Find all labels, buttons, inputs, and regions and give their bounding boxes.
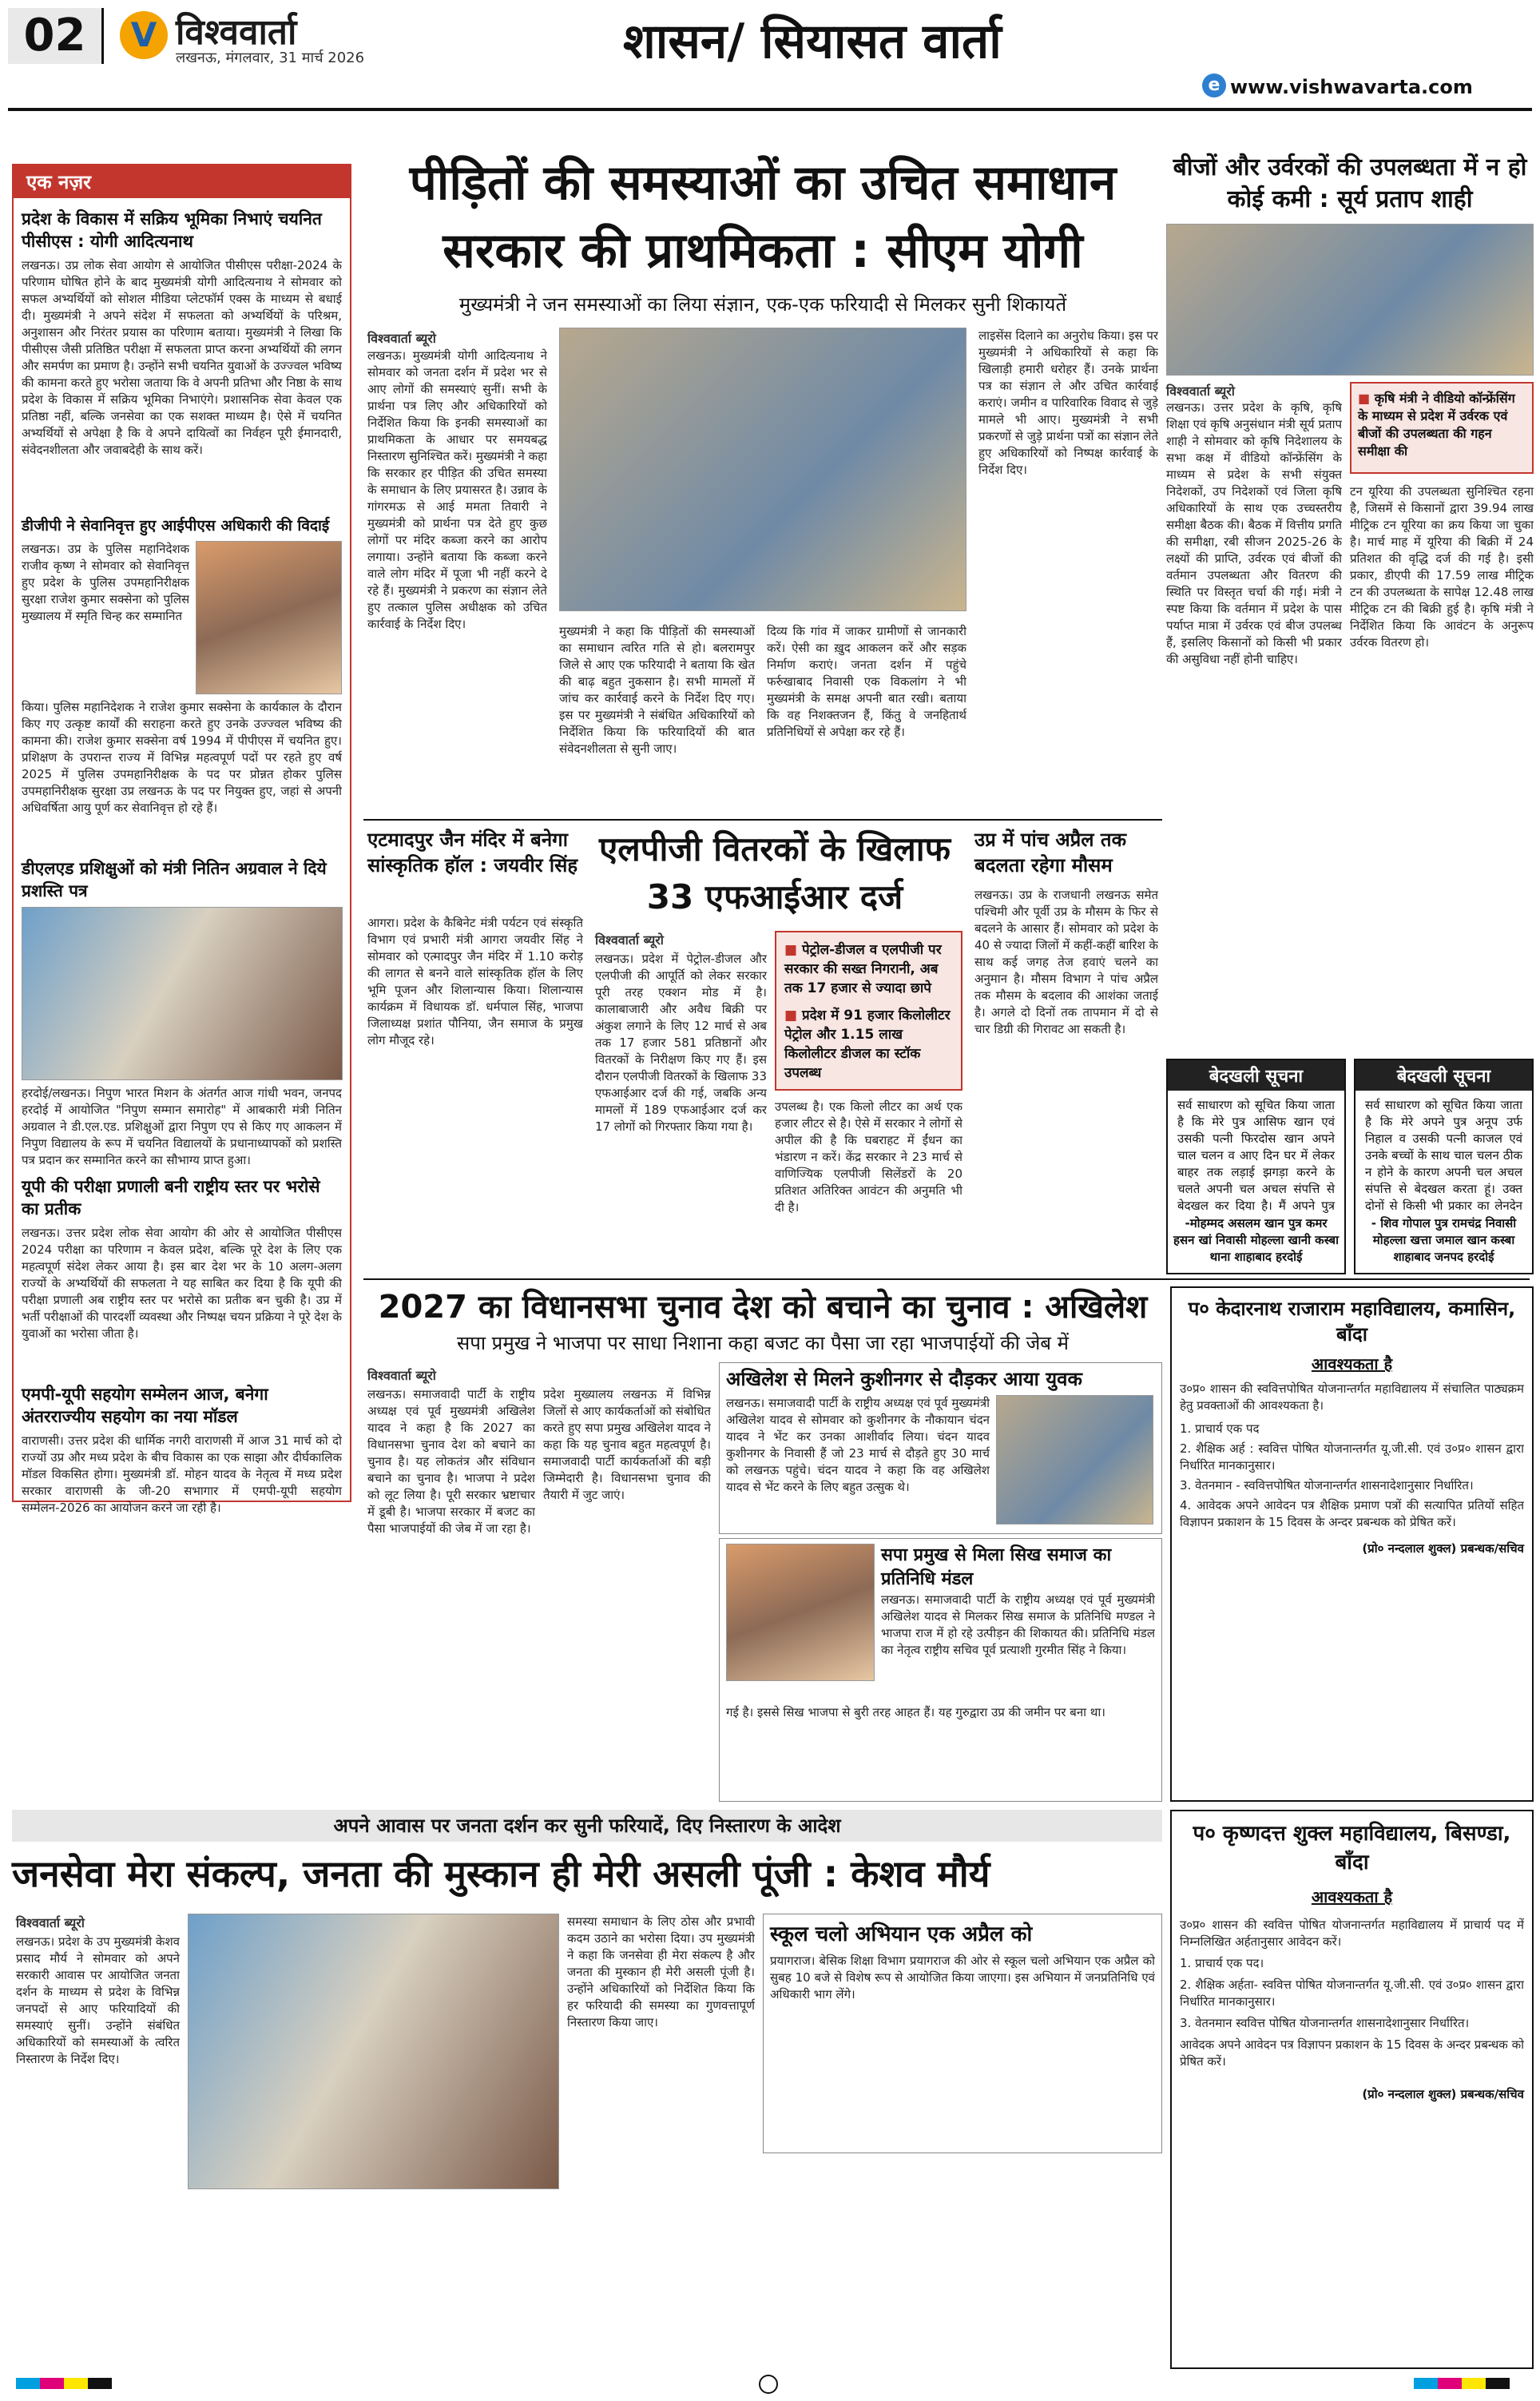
college1-signature: (प्रो० नन्दलाल शुक्ल) प्रबन्धक/सचिव bbox=[1362, 1541, 1524, 1556]
college1-intro: उ०प्र० शासन की स्ववित्तपोषित योजनान्तर्गत महाविद्यालय में संचालित पाठ्यक्रम हेतु प्रवक्ताओं की आवश्यकता है। bbox=[1180, 1381, 1524, 1413]
college2-signature: (प्रो० नन्दलाल शुक्ल) प्रबन्धक/सचिव bbox=[1362, 2087, 1524, 2101]
story3-body: हरदोई/लखनऊ। निपुण भारत मिशन के अंतर्गत आज गांधी भवन, जनपद हरदोई में आयोजित "निपुण सम्मान समारोह" में आबकारी मंत्री नितिन अग्रवाल ने डी.एल.एड. प्रशिक्षुओं द्वारा निपुण एप से किए गए आकलन में निपुण विद्यालय के रूप में चयनित विद्यालयों के प्रधानाध्यापकों को प्रशस्ति पत्र प्रदान कर सम्मानित करने का सौभाग्य प्राप्त हुआ। bbox=[22, 1086, 342, 1167]
section-tag: एक नज़र bbox=[14, 165, 350, 198]
story2-body: किया। पुलिस महानिदेशक ने राजेश कुमार सक्सेना के कार्यकाल के दौरान किए गए उत्कृष्ट कार्यों की सराहना करते हुए उनके उज्ज्वल भविष्य की कामना की। राजेश कुमार सक्सेना वर्ष 1994 में पीपीएस में चयनित हुए। प्रशिक्षण के उपरान्त राज्य में विभिन्न महत्वपूर्ण पदों पर रहते हुए वर्ष 2025 में पुलिस उपमहानिरीक्षक के पद पर प्रोन्नत होकर पुलिस उपमहानिरीक्षक सुरक्षा उप्र लखनऊ के पद पर नियुक्त हुए, जहां से अपनी अधिवर्षिता आयु पूर्ण कर सेवानिवृत्त हो रहे हैं। bbox=[22, 700, 342, 815]
lead-col1: लखनऊ। मुख्यमंत्री योगी आदित्यनाथ ने सोमवार को जनता दर्शन में प्रदेश भर से आए लोगों की समस्याएं सुनीं। सभी के प्रार्थना पत्र लिए और अधिकारियों को निर्देशित किया कि इनकी समस्याओं का प्राथमिकता के आधार पर समयबद्ध निस्तारण सुनिश्चित करें। मुख्यमंत्री ने कहा कि सरकार हर पीड़ित की उचित समस्या के समाधान के लिए प्रयासरत है। उन्नाव के गांगरमऊ से आई ममता तिवारी ने मुख्यमंत्री को प्रार्थना पत्र देते हुए कुछ लोगों पर मंदिर कब्जा करने का आरोप लगाया। उन्होंने बताया कि कब्जा करने वाले लोग मंदिर में पूजा भी नहीं करने दे रहे हैं। मुख्यमंत्री ने प्रकरण का संज्ञान लेते हुए तत्काल पुलिस अधीक्षक को उचित कार्रवाई के निर्देश दिए। bbox=[367, 348, 547, 631]
left-column bbox=[12, 164, 351, 1515]
jain-headline: एटमादपुर जैन मंदिर में बनेगा सांस्कृतिक हॉल : जयवीर सिंह bbox=[367, 829, 578, 877]
notice1-signature: -मोहम्मद असलम खान पुत्र कमर हसन खां निवासी मोहल्ला खानी कस्बा थाना शाहाबाद हरदोई bbox=[1173, 1216, 1339, 1264]
akhilesh-body: लखनऊ। समाजवादी पार्टी के राष्ट्रीय अध्यक्ष एवं पूर्व मुख्यमंत्री अखिलेश यादव ने कहा है कि 2027 का विधानसभा चुनाव देश को बचाने का चुनाव है। यह लोकतंत्र और संविधान बचाने का चुनाव है। भाजपा ने प्रदेश को लूट लिया है। पूरी सरकार भ्रष्टाचार में डूबी है। भाजपा सरकार में बजट का पैसा भाजपाईयों की जेब में जा रहा है। bbox=[367, 1387, 535, 1536]
agri-byline: विश्ववार्ता ब्यूरो bbox=[1166, 384, 1235, 399]
page-number: 02 bbox=[8, 8, 104, 64]
college2-item-1: उ०प्र० शासन की स्ववित्त पोषित योजनान्तर्गत महाविद्यालय में प्राचार्य पद में निम्नलिखित अर्हतानुसार आवेदन करें। bbox=[1180, 1918, 1524, 1949]
school-box bbox=[763, 1914, 1162, 2153]
story1-headline: प्रदेश के विकास में सक्रिय भूमिका निभाएं चयनित पीसीएस : योगी आदित्यनाथ bbox=[22, 209, 322, 251]
eviction-notice-1 bbox=[1166, 1059, 1346, 1274]
lead-col2: मुख्यमंत्री ने कहा कि पीड़ितों की समस्याओं का समाधान त्वरित गति से हो। बलरामपुर जिले से आए एक फरियादी ने बताया कि खेत की बाढ़ बहुत नुकसान है। सभी मामलों में जांच कर कार्रवाई करने के निर्देश दिए गए। इस पर मुख्यमंत्री ने संबंधित अधिकारियों को निर्देशित किया कि फरियादियों की बात संवेदनशीलता से सुनी जाए। bbox=[559, 624, 755, 756]
lead-headline-line1: पीड़ितों की समस्याओं का उचित समाधान bbox=[409, 155, 1117, 211]
header-rule bbox=[8, 108, 1532, 111]
dateline: लखनऊ, मंगलवार, 31 मार्च 2026 bbox=[176, 50, 365, 66]
website-link[interactable]: www.vishwavarta.com bbox=[1230, 76, 1473, 98]
story1-body: लखनऊ। उप्र लोक सेवा आयोग से आयोजित पीसीएस परीक्षा-2024 के परिणाम घोषित होने के बाद मुख्यमंत्री योगी आदित्यनाथ ने सोमवार को सफल अभ्यर्थियों को सोशल मीडिया प्लेटफॉर्म एक्स के माध्यम से बधाई दी। मुख्यमंत्री ने अपने संदेश में सफलता को अभ्यर्थियों के परिश्रम, अनुशासन और निरंतर प्रयास का परिणाम बताया। मुख्यमंत्री ने लिखा कि पीसीएस जैसी प्रतिष्ठित परीक्षा में सफलता प्राप्त करना अभ्यर्थियों की लगन और समर्पण का प्रमाण है। उन्होंने सभी चयनित युवाओं के उज्ज्वल भविष्य की कामना करते हुए भरोसा जताया कि वे अपनी प्रतिभा और निष्ठा के साथ प्रदेश के विकास में सक्रिय भूमिका निभाएंगे। प्रशासनिक सेवा केवल एक प्रतिष्ठा नहीं, बल्कि जनसेवा का एक सशक्त माध्यम है। ऐसे में चयनित अभ्यर्थियों से अपेक्षा है कि वे अपने दायित्वों का निर्वहन पूरी ईमानदारी, संवेदनशीलता और जवाबदेही के साथ करें। bbox=[22, 258, 342, 457]
jain-body: आगरा। प्रदेश के कैबिनेट मंत्री पर्यटन एवं संस्कृति विभाग एवं प्रभारी मंत्री आगरा जयवीर सिंह ने सोमवार को एत्मादपुर जैन मंदिर में 1.10 करोड़ की लागत से बनने वाले सांस्कृतिक हॉल के लिए भूमि पूजन और शिलान्यास किया। शिलान्यास कार्यक्रम में विधायक डॉ. धर्मपाल सिंह, भाजपा जिलाध्यक्ष प्रशांत पौनिया, जैन समाज के प्रमुख लोग मौजूद रहे। bbox=[367, 916, 583, 1047]
lead-subhead: मुख्यमंत्री ने जन समस्याओं का लिया संज्ञान, एक-एक फरियादी से मिलकर सुनी शिकायतें bbox=[458, 293, 1067, 316]
kushinagar-headline: अखिलेश से मिलने कुशीनगर से दौड़कर आया युवक bbox=[726, 1368, 1082, 1390]
agri-body-2: टन यूरिया की उपलब्धता सुनिश्चित रहना है, जिसमें से किसानों द्वारा 39.94 लाख मीट्रिक टन यूरिया का क्रय किया जा चुका है। मार्च माह में यूरिया की बिक्री में 24 प्रतिशत की वृद्धि दर्ज की गई है। इसी प्रकार, डीएपी की 17.59 लाख मीट्रिक टन की उपलब्धता के सापेक्ष 12.48 लाख मीट्रिक टन की बिक्री हुई है। कृषि मंत्री ने निर्देशित किया कि आवंटन के अनुरूप उर्वरक वितरण हो। bbox=[1350, 484, 1534, 650]
agri-body: लखनऊ। उत्तर प्रदेश के कृषि, कृषि शिक्षा एवं कृषि अनुसंधान मंत्री सूर्य प्रताप शाही ने सोमवार को कृषि निदेशालय के सभा कक्ष में वीडियो कॉन्फ्रेंसिंग के माध्यम से प्रदेश के सभी संयुक्त निदेशकों, उप निदेशकों एवं जिला कृषि अधिकारियों के साथ एक उच्चस्तरीय समीक्षा बैठक की। बैठक में वित्तीय प्रगति की समीक्षा, रबी सीजन 2025-26 के लक्ष्यों की प्राप्ति, उर्वरक एवं बीजों की वर्तमान उपलब्धता और वितरण की स्थिति पर विस्तृत चर्चा की गई। मंत्री ने स्पष्ट किया कि वर्तमान में प्रदेश के पास पर्याप्त मात्रा में उर्वरक एवं बीज उपलब्ध हैं, इसलिए किसानों को किसी भी प्रकार की असुविधा नहीं होनी चाहिए। bbox=[1166, 400, 1342, 666]
sikh-box bbox=[719, 1538, 1162, 1802]
agri-headline: बीजों और उर्वरकों की उपलब्धता में न हो कोई कमी : सूर्य प्रताप शाही bbox=[1173, 153, 1527, 213]
school-headline: स्कूल चलो अभियान एक अप्रैल को bbox=[770, 1922, 1033, 1946]
akhilesh-subhead: सपा प्रमुख ने भाजपा पर साधा निशाना कहा बजट का पैसा जा रहा भाजपाईयों की जेब में bbox=[456, 1332, 1069, 1354]
logo-icon: V bbox=[120, 11, 168, 59]
college1-item-3: 3. वेतनमान - स्ववित्तपोषित योजनान्तर्गत शासनादेशानुसार निर्धारित। bbox=[1180, 1478, 1474, 1493]
story2-caption: लखनऊ। उप्र के पुलिस महानिदेशक राजीव कृष्ण ने सोमवार को सेवानिवृत्त हुए प्रदेश के पुलिस उपमहानिरीक्षक सुरक्षा राजेश कुमार सक्सेना को पुलिस मुख्यालय में स्मृति चिन्ह कर सम्मानित bbox=[22, 542, 190, 623]
story3-photo bbox=[22, 907, 343, 1080]
keshav-col2: समस्या समाधान के लिए ठोस और प्रभावी कदम उठाने का भरोसा दिया। उप मुख्यमंत्री ने कहा कि जनसेवा ही मेरा संकल्प है और जनता की मुस्कान ही मेरी असली पूंजी है। उन्होंने अधिकारियों को निर्देशित किया कि हर फरियादी की समस्या का गुणवत्तापूर्ण निस्तारण किया जाए। bbox=[567, 1914, 755, 2029]
masthead-brand: विश्ववार्ता bbox=[176, 12, 297, 53]
banner-kicker: अपने आवास पर जनता दर्शन कर सुनी फरियादें, दिए निस्तारण के आदेश bbox=[12, 1810, 1162, 1842]
akhilesh-byline: विश्ववार्ता ब्यूरो bbox=[367, 1368, 436, 1383]
story5-headline: एमपी-यूपी सहयोग सम्मेलन आज, बनेगा अंतरराज्यीय सहयोग का नया मॉडल bbox=[22, 1385, 268, 1426]
lpg-body: लखनऊ। प्रदेश में पेट्रोल-डीजल और एलपीजी की आपूर्ति को लेकर सरकार पूरी तरह एक्शन मोड में है। कालाबाजारी और अवैध बिक्री पर अंकुश लगाने के लिए 12 मार्च से अब तक 17 हजार 581 प्रतिष्ठानों और वितरकों के निरीक्षण किए गए हैं। इस दौरान एलपीजी वितरकों के खिलाफ 33 एफआईआर दर्ज की गई, जबकि अन्य मामलों में 189 एफआईआर दर्ज कर 17 लोगों को गिरफ्तार किया गया है। bbox=[595, 952, 767, 1134]
lpg-byline: विश्ववार्ता ब्यूरो bbox=[595, 932, 664, 948]
agri-photo bbox=[1166, 224, 1534, 376]
keshav-body: लखनऊ। प्रदेश के उप मुख्यमंत्री केशव प्रसाद मौर्य ने सोमवार को अपने सरकारी आवास पर आयोजित जनता दर्शन के माध्यम से प्रदेश के विभिन्न जनपदों से आए फरियादियों की समस्याएं सुनीं। उन्होंने संबंधित अधिकारियों को समस्याओं के त्वरित निस्तारण के निर्देश दिए। bbox=[16, 1934, 180, 2066]
college2-subtitle: आवश्यकता है bbox=[1311, 1887, 1393, 1906]
keshav-byline: विश्ववार्ता ब्यूरो bbox=[16, 1915, 85, 1930]
kushinagar-photo bbox=[996, 1395, 1153, 1524]
college1-subtitle: आवश्यकता है bbox=[1311, 1354, 1393, 1373]
story3-headline: डीएलएड प्रशिक्षुओं को मंत्री नितिन अग्रवाल ने दिये प्रशस्ति पत्र bbox=[22, 859, 327, 900]
college2-item-5: आवेदक अपने आवेदन पत्र विज्ञापन प्रकाशन के 15 दिवस के अन्दर प्रबन्धक को प्रेषित करें। bbox=[1180, 2037, 1524, 2069]
lpg-body-2: उपलब्ध है। एक किलो लीटर का अर्थ एक हजार लीटर से है। ऐसे में सरकार ने लोगों से अपील की है कि घबराहट में ईंधन का भंडारण न करें। केंद्र सरकार ने 23 मार्च से वाणिज्यिक एलपीजी सिलेंडरों के 20 प्रतिशत अतिरिक्त आवंटन की अनुमति भी दी है। bbox=[775, 1099, 963, 1214]
lead-col4: लाइसेंस दिलाने का अनुरोध किया। इस पर मुख्यमंत्री ने अधिकारियों से कहा कि खिलाड़ी हमारी धरोहर हैं। उनके प्रार्थना पत्र का संज्ञान ले और उचित कार्रवाई कराएं। जमीन व पारिवारिक विवाद से जुड़े मामले भी आए। मुख्यमंत्री ने सभी प्रकरणों से जुड़े प्रार्थना पत्रों का संज्ञान लेते हुए अधिकारियों को निष्पक्ष कार्रवाई के निर्देश दिए। bbox=[978, 328, 1158, 477]
lpg-bullet-2: ■ प्रदेश में 91 हजार किलोलीटर पेट्रोल और 1.15 लाख किलोलीटर डीजल का स्टॉक उपलब्ध bbox=[784, 1006, 953, 1083]
story4-body: लखनऊ। उत्तर प्रदेश लोक सेवा आयोग की ओर से आयोजित पीसीएस 2024 परीक्षा का परिणाम न केवल प्रदेश, बल्कि पूरे देश के लिए एक महत्वपूर्ण संदेश लेकर आया है। इस बार देश भर के 10 अलग-अलग राज्यों के अभ्यर्थियों की सफलता ने यह साबित कर दिया है कि यूपी की परीक्षा प्रणाली अब राष्ट्रीय स्तर पर भरोसे का प्रतीक बन चुकी है। उप्र में भर्ती परीक्षाओं की पारदर्शी व्यवस्था और निष्पक्ष चयन प्रक्रिया ने पूरे देश के युवाओं का भरोसा जीता है। bbox=[22, 1226, 342, 1341]
college2-title: प० कृष्णदत्त शुक्ल महाविद्यालय, बिसण्डा, बाँदा bbox=[1193, 1822, 1511, 1874]
keshav-photo bbox=[188, 1914, 559, 2189]
college2-item-3: 2. शैक्षिक अर्हता- स्ववित्त पोषित योजनान्तर्गत यू.जी.सी. एवं उ०प्र० शासन द्वारा निर्धारित मानकानुसार। bbox=[1180, 1978, 1524, 2009]
sikh-caption: गई है। इससे सिख भाजपा से बुरी तरह आहत हैं। यह गुरुद्वारा उप्र की जमीन पर बना था। bbox=[726, 1705, 1105, 1719]
agri-highlight bbox=[1350, 382, 1534, 474]
lead-divider bbox=[363, 819, 1162, 821]
notice2-title: बेदखली सूचना bbox=[1355, 1060, 1532, 1091]
lead-byline: विश्ववार्ता ब्यूरो bbox=[367, 331, 436, 346]
story5-body: वाराणसी। उत्तर प्रदेश की धार्मिक नगरी वाराणसी में आज 31 मार्च को दो राज्यों उप्र और मध्य प्रदेश के बीच विकास का एक साझा और दीर्घकालिक मॉडल विकसित होगा। मुख्यमंत्री डॉ. मोहन यादव के नेतृत्व में मध्य प्रदेश सरकार वाराणसी के जी-20 सभागार में एमपी-यूपी सहयोग सम्मेलन-2026 का आयोजन करने जा रही है। bbox=[22, 1433, 342, 1515]
notice1-body: सर्व साधारण को सूचित किया जाता है कि मेरे पुत्र आसिफ खान एवं उसकी पत्नी फिरदोस खान अपने चाल चलन व आए दिन घर में लेकर बाहर तक लड़ाई झगड़ा करने के चलते अपनी चल अचल संपत्ति से बेदखल कर दिया है। मैं अपने पुत्र bbox=[1177, 1098, 1335, 1213]
sikh-headline: सपा प्रमुख से मिला सिख समाज का प्रतिनिधि मंडल bbox=[880, 1545, 1112, 1589]
akhilesh-headline: 2027 का विधानसभा चुनाव देश को बचाने का चुनाव : अखिलेश bbox=[378, 1289, 1148, 1326]
college1-item-2: 2. शैक्षिक अर्ह : स्ववित्त पोषित योजनान्तर्गत यू.जी.सी. एवं उ०प्र० शासन द्वारा निर्धारित मानकानुसार। bbox=[1180, 1441, 1524, 1473]
notice2-signature: - शिव गोपाल पुत्र रामचंद्र निवासी मोहल्ला खत्ता जमाल खान कस्बा शाहाबाद जनपद हरदोई bbox=[1371, 1216, 1517, 1264]
lead-photo bbox=[559, 328, 966, 611]
notice1-title: बेदखली सूचना bbox=[1168, 1060, 1344, 1091]
lead-headline-line2: सरकार की प्राथमिकता : सीएम योगी bbox=[443, 223, 1083, 279]
lpg-headline-line1: एलपीजी वितरकों के खिलाफ bbox=[598, 829, 951, 869]
kushinagar-body: लखनऊ। समाजवादी पार्टी के राष्ट्रीय अध्यक्ष एवं पूर्व मुख्यमंत्री अखिलेश यादव से सोमवार को कुशीनगर के नौकायान चंदन यादव ने भेंट कर उनका आशीर्वाद लिया। चंदन यादव कुशीनगर के निवासी हैं जो 23 मार्च से दौड़ते हुए 30 मार्च को लखनऊ पहुंचे। चंदन यादव ने कहा कि वह अखिलेश यादव से भेंट करने के लिए बहुत उत्सुक थे। bbox=[726, 1396, 990, 1494]
college-notice-2 bbox=[1170, 1810, 1534, 2369]
mid-divider bbox=[363, 1278, 1530, 1280]
eviction-notice-2 bbox=[1354, 1059, 1534, 1274]
college2-item-2: 1. प्राचार्य एक पद। bbox=[1180, 1956, 1264, 1970]
lpg-highlights bbox=[775, 931, 963, 1091]
color-bar-left bbox=[16, 2377, 112, 2392]
registration-mark-icon bbox=[759, 2375, 778, 2394]
lead-col3: दिव्य कि गांव में जाकर ग्रामीणों से जानकारी करें। ऐसी का ख़ुद आकलन करें और सड़क निर्माण कराएं। जनता दर्शन में पहुंचे फर्रुखाबाद निवासी एक विकलांग ने भी मुख्यमंत्री के समक्ष अपनी बात रखी। बताया कि वह निशक्तजन हैं, किंतु वे जनहितार्थ प्रतिनिधियों से अपेक्षा कर रहे हैं। bbox=[767, 624, 966, 739]
color-bar-right bbox=[1414, 2377, 1510, 2392]
story4-headline: यूपी की परीक्षा प्रणाली बनी राष्ट्रीय स्तर पर भरोसे का प्रतीक bbox=[22, 1177, 320, 1218]
school-body: प्रयागराज। बेसिक शिक्षा विभाग प्रयागराज की ओर से स्कूल चलो अभियान एक अप्रैल को सुबह 10 बजे से विशेष रूप से आयोजित किया जाएगा। इस अभियान में जनप्रतिनिधि एवं अधिकारी भाग लेंगे। bbox=[770, 1954, 1155, 2001]
notice2-body: सर्व साधारण को सूचित किया जाता है कि मेरे अपने पुत्र अनूप उर्फ निहाल व उसकी पत्नी काजल एवं उनके बच्चों के साथ चाल चलन ठीक न होने के कारण अपनी चल अचल संपत्ति से बेदखल करता हूं। उक्त दोनों से किसी भी प्रकार का लेनदेन bbox=[1365, 1098, 1522, 1213]
weather-body: लखनऊ। उप्र के राजधानी लखनऊ समेत पश्चिमी और पूर्वी उप्र के मौसम के फिर से बदलने के आसार हैं। सोमवार को प्रदेश के 40 से ज्यादा जिलों में कहीं-कहीं बारिश के साथ कई जगह तेज हवाएं चलने का अनुमान है। मौसम विभाग ने पांच अप्रैल तक मौसम के बदलाव की आशंका जताई है। अगले दो दिनों तक तापमान में दो से चार डिग्री की गिरावट आ सकती है। bbox=[974, 888, 1158, 1036]
lpg-headline-line2: 33 एफआईआर दर्ज bbox=[646, 877, 903, 916]
sikh-body: लखनऊ। समाजवादी पार्टी के राष्ट्रीय अध्यक्ष एवं पूर्व मुख्यमंत्री अखिलेश यादव से मिलकर सिख समाज के प्रतिनिधि मण्डल ने भाजपा राज में हो रहे उत्पीड़न की शिकायत की। प्रतिनिधि मंडल का नेतृत्व राष्ट्रीय सचिव पूर्व प्रत्याशी गुरमीत सिंह ने किया। bbox=[880, 1592, 1155, 1657]
story2-photo bbox=[196, 541, 342, 694]
weather-headline: उप्र में पांच अप्रैल तक बदलता रहेगा मौसम bbox=[974, 829, 1127, 877]
section-title: शासन/ सियासत वार्ता bbox=[623, 14, 1002, 70]
college2-item-4: 3. वेतनमान स्ववित्त पोषित योजनान्तर्गत शासनादेशानुसार निर्धारित। bbox=[1180, 2016, 1470, 2030]
browser-icon: e bbox=[1202, 74, 1226, 97]
story2-headline: डीजीपी ने सेवानिवृत्त हुए आईपीएस अधिकारी की विदाई bbox=[22, 517, 330, 535]
agri-highlight-text: ■ कृषि मंत्री ने वीडियो कॉन्फ्रेंसिंग के माध्यम से प्रदेश में उर्वरक एवं बीजों की उपलब्धता की गहन समीक्षा की bbox=[1358, 390, 1526, 460]
college1-item-1: 1. प्राचार्य एक पद bbox=[1180, 1421, 1260, 1436]
college1-item-4: 4. आवेदक अपने आवेदन पत्र शैक्षिक प्रमाण पत्रों की सत्यापित प्रतियों सहित विज्ञापन प्रकाशन के 15 दिवस के अन्दर प्रबन्धक को प्रेषित करें। bbox=[1180, 1498, 1524, 1529]
college-notice-1 bbox=[1170, 1286, 1534, 1802]
keshav-headline: जनसेवा मेरा संकल्प, जनता की मुस्कान ही मेरी असली पूंजी : केशव मौर्य bbox=[12, 1852, 990, 1895]
kushinagar-box bbox=[719, 1362, 1162, 1534]
college1-title: प० केदारनाथ राजाराम महाविद्यालय, कमासिन, बाँदा bbox=[1188, 1298, 1516, 1346]
akhilesh-col2: प्रदेश मुख्यालय लखनऊ में विभिन्न जिलों से आए कार्यकर्ताओं को संबोधित करते हुए सपा प्रमुख अखिलेश यादव ने कहा कि यह चुनाव बहुत महत्वपूर्ण है। समाजवादी पार्टी कार्यकर्ताओं की बड़ी जिम्मेदारी है। विधानसभा चुनाव की तैयारी में जुट जाएं। bbox=[543, 1387, 711, 1502]
lpg-bullet-1: ■ पेट्रोल-डीजल व एलपीजी पर सरकार की सख्त निगरानी, अब तक 17 हजार से ज्यादा छापे bbox=[784, 940, 953, 998]
sikh-photo bbox=[726, 1544, 875, 1681]
